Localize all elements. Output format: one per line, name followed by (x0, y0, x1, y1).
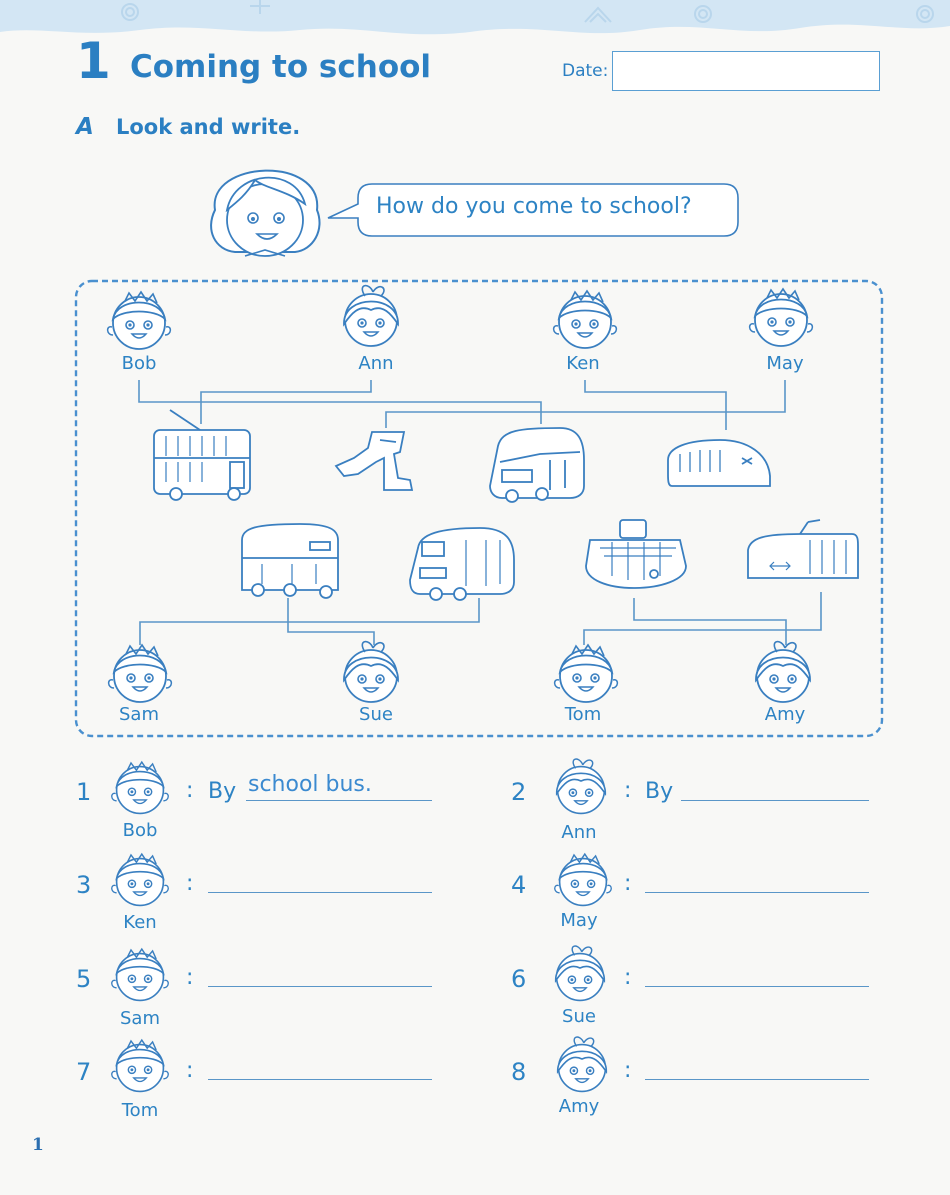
exercise-avatar-amy (558, 1037, 607, 1091)
kid-avatar-ken (554, 291, 617, 348)
ferry-icon (586, 520, 686, 588)
exercise-name: Bob (122, 820, 158, 841)
tram-icon (154, 410, 250, 500)
answer-line[interactable] (681, 800, 869, 801)
diagram-label-sam: Sam (119, 704, 159, 725)
diagram-label-ann: Ann (358, 353, 394, 374)
exercise-by-label: By (645, 779, 674, 804)
diagram-label-sue: Sue (359, 704, 393, 725)
page-number: 1 (32, 1135, 44, 1155)
exercise-name: Sue (562, 1006, 596, 1027)
connector-lines-top (139, 380, 785, 430)
exercise-number: 2 (511, 778, 527, 806)
kid-avatar-sue (344, 642, 398, 702)
diagram-label-may: May (766, 353, 804, 374)
kid-avatar-amy (756, 642, 810, 702)
exercise-number: 7 (76, 1058, 92, 1086)
speech-bubble-text: How do you come to school? (376, 194, 692, 219)
connector-lines-bottom (140, 592, 821, 645)
section-letter: A (76, 114, 94, 140)
exercise-colon: : (186, 1058, 194, 1083)
exercise-number: 5 (76, 965, 92, 993)
answer-line[interactable] (208, 1079, 432, 1080)
kid-avatar-sam (109, 645, 172, 702)
school-bus-icon (490, 428, 584, 502)
exercise-colon: : (624, 1058, 632, 1083)
unit-title: Coming to school (130, 49, 432, 85)
date-label: Date: (562, 61, 609, 81)
exercise-number: 4 (511, 871, 527, 899)
exercise-name: Sam (120, 1008, 160, 1029)
exercise-by-label: By (208, 779, 237, 804)
exercise-colon: : (624, 871, 632, 896)
answer-line[interactable] (645, 986, 869, 987)
exercise-name: Tom (121, 1100, 159, 1121)
answer-line[interactable] (645, 892, 869, 893)
exercise-name: Ken (123, 912, 157, 933)
mtr-train-icon (668, 440, 770, 486)
exercise-name: Amy (558, 1096, 600, 1117)
minibus-icon (410, 528, 514, 600)
answer-line[interactable] (208, 892, 432, 893)
diagram-label-ken: Ken (566, 353, 600, 374)
exercise-colon: : (186, 778, 194, 803)
exercise-name: Ann (561, 822, 597, 843)
double-decker-bus-icon (242, 524, 338, 598)
diagram-label-bob: Bob (121, 353, 157, 374)
exercise-colon: : (624, 965, 632, 990)
exercise-number: 1 (76, 778, 92, 806)
teacher-illustration (211, 171, 319, 256)
exercise-avatar-sam (112, 949, 168, 1000)
exercise-avatar-ken (112, 854, 168, 905)
exercise-avatar-may (555, 854, 611, 905)
exercise-number: 8 (511, 1058, 527, 1086)
kid-avatar-may (750, 289, 813, 346)
exercise-avatar-sue (556, 946, 605, 1000)
answer-line[interactable] (246, 800, 432, 801)
kid-avatar-tom (555, 645, 618, 702)
exercise-name: May (560, 910, 598, 931)
diagram-label-tom: Tom (564, 704, 602, 725)
section-instruction: Look and write. (116, 115, 301, 139)
light-rail-icon (748, 520, 858, 578)
answer-line[interactable] (645, 1079, 869, 1080)
kid-avatar-ann (344, 286, 398, 346)
kid-avatar-bob (108, 292, 171, 349)
answer-line[interactable] (208, 986, 432, 987)
exercise-number: 3 (76, 871, 92, 899)
diagram-label-amy: Amy (764, 704, 806, 725)
exercise-answer[interactable]: school bus. (248, 772, 372, 797)
exercise-colon: : (624, 778, 632, 803)
exercise-avatar-bob (112, 762, 168, 813)
exercise-avatar-ann (557, 759, 606, 813)
walking-icon (336, 432, 412, 490)
unit-number: 1 (76, 32, 111, 90)
exercise-colon: : (186, 871, 194, 896)
exercise-number: 6 (511, 965, 527, 993)
exercise-avatar-tom (112, 1040, 168, 1091)
exercise-colon: : (186, 965, 194, 990)
